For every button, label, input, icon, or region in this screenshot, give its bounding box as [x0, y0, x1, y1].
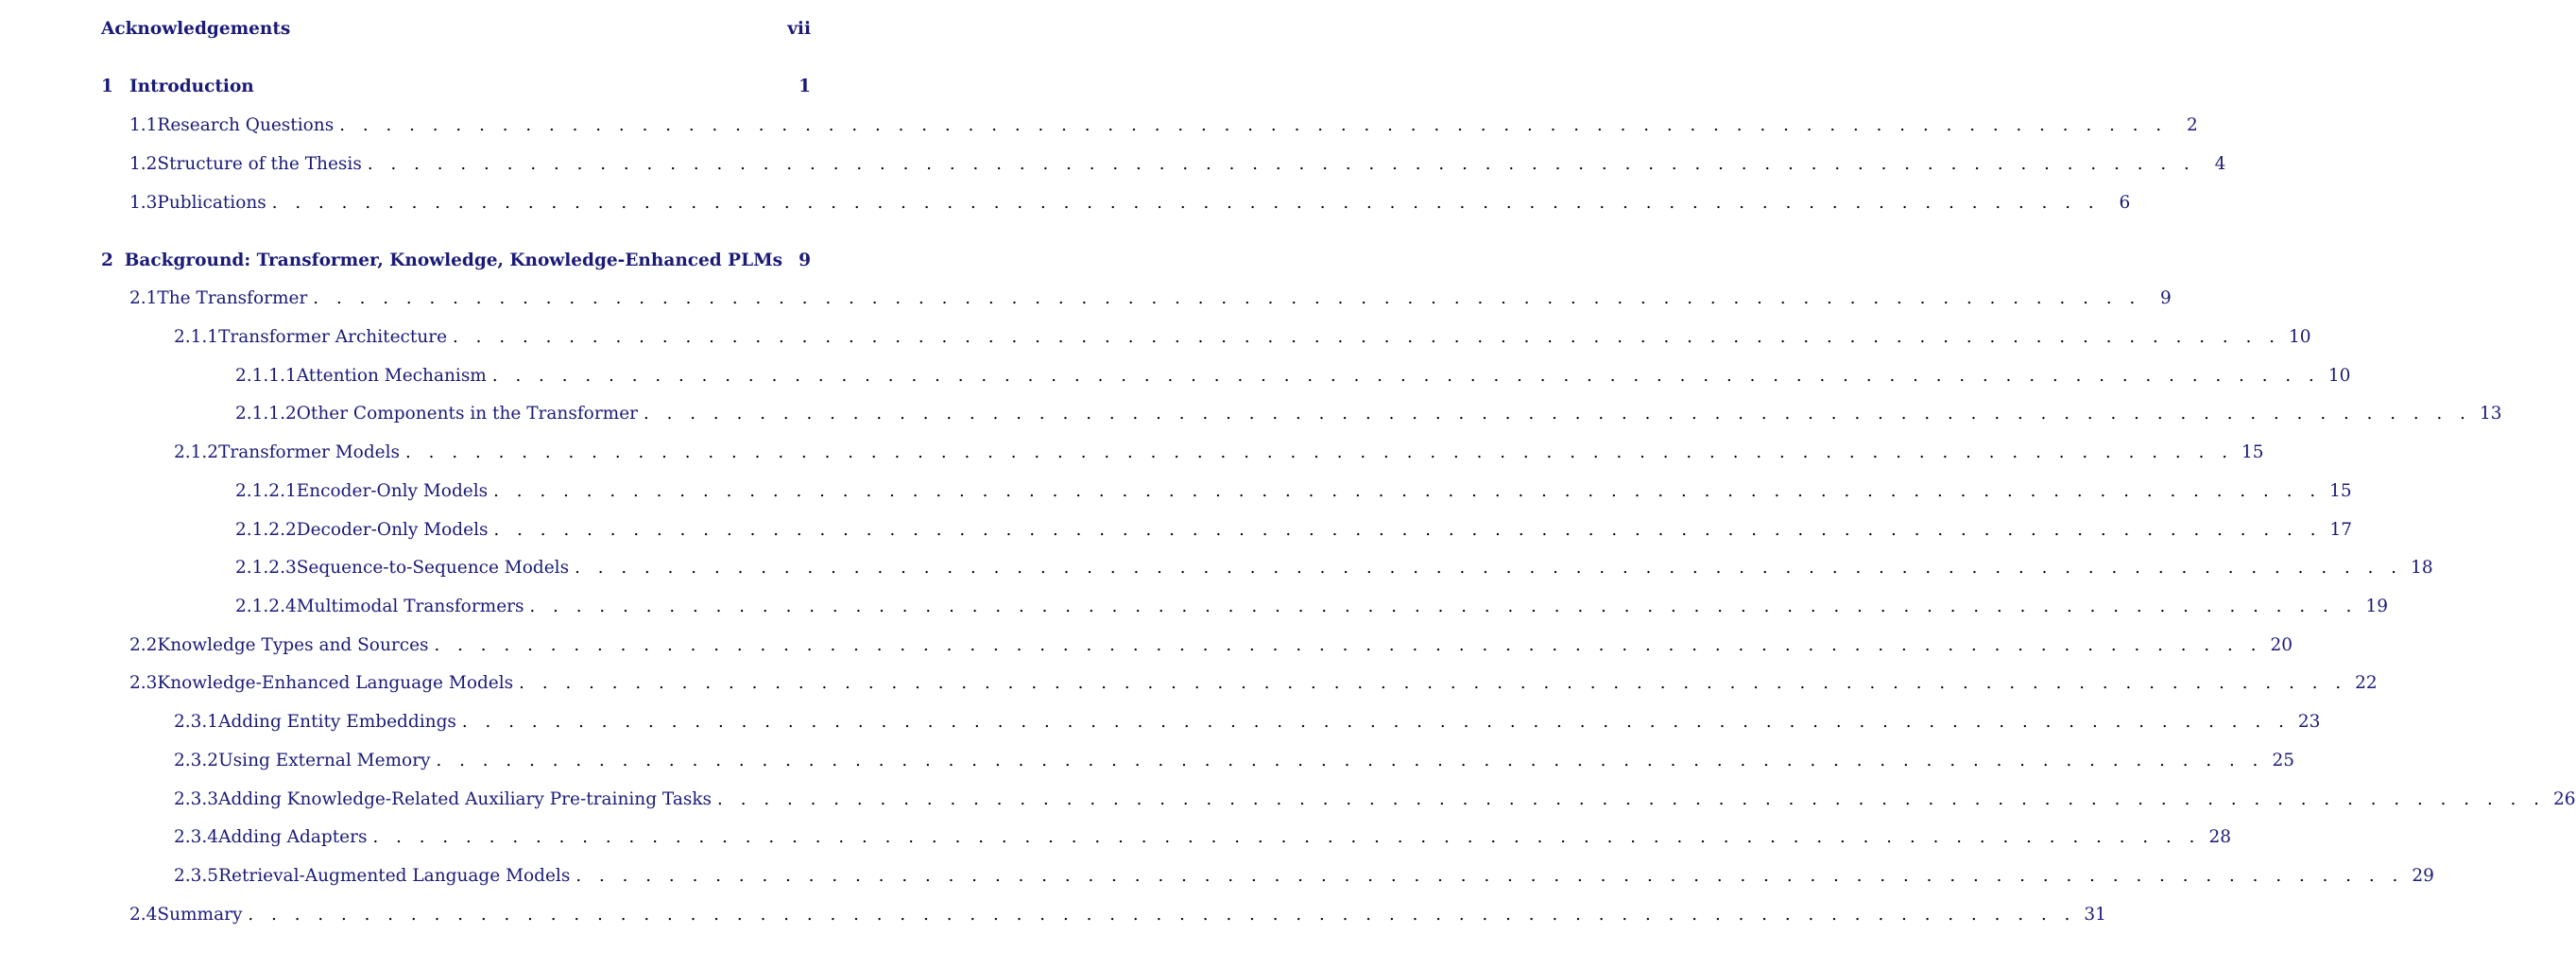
toc-entry-title: Multimodal Transformers [296, 597, 524, 616]
toc-page-number: 15 [2329, 481, 2352, 501]
toc-entry-section-1-1[interactable] [129, 115, 2198, 146]
toc-page-number: 10 [2289, 327, 2311, 347]
toc-entry-number: 2.1.1.2 [235, 404, 297, 424]
toc-entry-subsection-2-1-2[interactable] [174, 442, 2264, 473]
toc-dot-leader: . . . . . . . . . . . . . . . . . . . . . . . . . . . . . . . . . . . . . . . . . . . . . . . . . . . . . . . . . . . . . . . . . . . . . . . . . . . . . . . [575, 866, 2404, 886]
toc-entry-section-1-3[interactable] [129, 193, 2131, 223]
toc-page-number: 20 [2270, 635, 2293, 655]
toc-entry-title: Publications [157, 193, 266, 213]
toc-entry-subsection-2-3-4[interactable] [174, 827, 2231, 857]
toc-dot-leader: . . . . . . . . . . . . . . . . . . . . . . . . . . . . . . . . . . . . . . . . . . . . . . . . . . . . . . . . . . . . . . . . . . . . . . . . . . . . . . . [339, 115, 2168, 135]
toc-page-number: 13 [2479, 404, 2502, 424]
toc-page-number: vii [787, 19, 811, 39]
toc-entry-chapter-1[interactable] [101, 77, 811, 107]
toc-page-number: 18 [2411, 558, 2433, 578]
toc-entry-title: Adding Knowledge-Related Auxiliary Pre-training Tasks [218, 789, 713, 809]
toc-dot-leader: . . . . . . . . . . . . . . . . . . . . . . . . . . . . . . . . . . . . . . . . . . . . . . . . . . . . . . . . . . . . . . . . . . . . . . . . . . . . . . . [717, 789, 2546, 809]
toc-entry-number: 2.4 [129, 905, 158, 925]
toc-entry-number: 2.1.2.4 [235, 597, 297, 616]
toc-page-number: 9 [2160, 288, 2172, 308]
toc-entry-number: 2.3.2 [174, 751, 219, 770]
toc-dot-leader: . . . . . . . . . . . . . . . . . . . . . . . . . . . . . . . . . . . . . . . . . . . . . . . . . . . . . . . . . . . . . . . . . . . . . . . . . . . . . . . [453, 327, 2281, 347]
toc-entry-subsection-2-3-2[interactable] [174, 751, 2295, 781]
toc-dot-leader: . . . . . . . . . . . . . . . . . . . . . . . . . . . . . . . . . . . . . . . . . . . . . . . . . . . . . . . . . . . . . . . . . . . . . . . . . . . . . . . [491, 366, 2321, 386]
toc-entry-title: Attention Mechanism [296, 366, 487, 386]
toc-page-number: 29 [2412, 866, 2434, 886]
toc-entry-acknowledgements[interactable] [101, 19, 811, 49]
toc-dot-leader: . . . . . . . . . . . . . . . . . . . . . . . . . . . . . . . . . . . . . . . . . . . . . . . . . . . . . . . . . . . . . . . . . . . . . . . . . . . . . . . [493, 481, 2322, 501]
toc-entry-number: 2.1.1.1 [235, 366, 297, 386]
toc-entry-number: 2.1.2 [174, 442, 219, 462]
toc-dot-leader: . . . . . . . . . . . . . . . . . . . . . . . . . . . . . . . . . . . . . . . . . . . . . . . . . . . . . . . . . . . . . . . . . . . . . . . . . . . . . . . [372, 827, 2201, 847]
toc-entry-title: Research Questions [157, 115, 335, 135]
toc-dot-leader: . . . . . . . . . . . . . . . . . . . . . . . . . . . . . . . . . . . . . . . . . . . . . . . . . . . . . . . . . . . . . . . . . . . . . . . . . . . . . . . [367, 154, 2196, 174]
toc-entry-number: 2.3.1 [174, 712, 219, 732]
toc-entry-number: 2.1.1 [174, 327, 219, 347]
toc-page-number: 23 [2297, 712, 2321, 732]
toc-page-number: 31 [2084, 905, 2106, 925]
toc-entry-number: 1.2 [129, 154, 158, 174]
toc-page-number: 1 [799, 77, 811, 96]
toc-page-number: 17 [2329, 520, 2353, 540]
toc-entry-title: Acknowledgements [101, 19, 291, 39]
toc-entry-title: Knowledge-Enhanced Language Models [157, 673, 514, 693]
toc-entry-number: 1.1 [129, 115, 158, 135]
toc-entry-title: Adding Entity Embeddings [218, 712, 456, 732]
toc-entry-title: Other Components in the Transformer [296, 404, 638, 424]
toc-page-number: 28 [2208, 827, 2231, 847]
toc-page-number: 26 [2553, 789, 2576, 809]
toc-entry-subsubsection-2-1-1-1[interactable] [235, 366, 2351, 396]
toc-dot-leader: . . . . . . . . . . . . . . . . . . . . . . . . . . . . . . . . . . . . . . . . . . . . . . . . . . . . . . . . . . . . . . . . . . . . . . . . . . . . . . . [519, 673, 2347, 693]
toc-entry-title: Structure of the Thesis [157, 154, 362, 174]
toc-dot-leader: . . . . . . . . . . . . . . . . . . . . . . . . . . . . . . . . . . . . . . . . . . . . . . . . . . . . . . . . . . . . . . . . . . . . . . . . . . . . . . . [436, 751, 2265, 770]
toc-entry-chapter-2[interactable] [101, 251, 811, 281]
toc-entry-number: 2.1.2.3 [235, 558, 297, 578]
toc-entry-subsubsection-2-1-2-3[interactable] [235, 558, 2433, 588]
toc-entry-number: 2.3.4 [174, 827, 219, 847]
toc-entry-title: The Transformer [157, 288, 308, 308]
toc-entry-section-2-1[interactable] [129, 288, 2172, 319]
toc-entry-number: 2.3 [129, 673, 158, 693]
toc-entry-section-2-4[interactable] [129, 905, 2106, 935]
toc-dot-leader: . . . . . . . . . . . . . . . . . . . . . . . . . . . . . . . . . . . . . . . . . . . . . . . . . . . . . . . . . . . . . . . . . . . . . . . . . . . . . . . [575, 558, 2403, 578]
toc-entry-number: 2.3.5 [174, 866, 219, 886]
toc-entry-number: 2.1.2.2 [235, 520, 297, 540]
toc-entry-section-1-2[interactable] [129, 154, 2226, 184]
toc-dot-leader: . . . . . . . . . . . . . . . . . . . . . . . . . . . . . . . . . . . . . . . . . . . . . . . . . . . . . . . . . . . . . . . . . . . . . . . . . . . . . . . [529, 597, 2359, 616]
toc-page-number: 10 [2327, 366, 2351, 386]
toc-page-number: 15 [2241, 442, 2264, 462]
toc-entry-title: Background: Transformer, Knowledge, Knowledge-Enhanced PLMs [124, 251, 782, 270]
toc-entry-subsection-2-3-1[interactable] [174, 712, 2321, 742]
toc-entry-subsection-2-3-5[interactable] [174, 866, 2434, 896]
toc-entry-subsection-2-1-1[interactable] [174, 327, 2311, 357]
toc-page-number: 4 [2214, 154, 2226, 174]
toc-entry-title: Knowledge Types and Sources [157, 635, 429, 655]
toc-page-number: 19 [2365, 597, 2389, 616]
toc-dot-leader: . . . . . . . . . . . . . . . . . . . . . . . . . . . . . . . . . . . . . . . . . . . . . . . . . . . . . . . . . . . . . . . . . . . . . . . . . . . . . . . [434, 635, 2263, 655]
toc-entry-title: Sequence-to-Sequence Models [296, 558, 570, 578]
toc-entry-title: Decoder-Only Models [296, 520, 489, 540]
toc-page-number: 2 [2186, 115, 2198, 135]
toc-entry-number: 2.1.2.1 [235, 481, 297, 501]
toc-entry-number: 1.3 [129, 193, 158, 213]
toc-entry-subsubsection-2-1-2-4[interactable] [235, 597, 2389, 627]
toc-page-number: 22 [2355, 673, 2378, 693]
toc-dot-leader: . . . . . . . . . . . . . . . . . . . . . . . . . . . . . . . . . . . . . . . . . . . . . . . . . . . . . . . . . . . . . . . . . . . . . . . . . . . . . . . [644, 404, 2472, 424]
toc-dot-leader: . . . . . . . . . . . . . . . . . . . . . . . . . . . . . . . . . . . . . . . . . . . . . . . . . . . . . . . . . . . . . . . . . . . . . . . . . . . . . . . [461, 712, 2291, 732]
toc-entry-number: 1 [101, 77, 113, 96]
toc-entry-title: Summary [157, 905, 243, 925]
toc-page-number: 25 [2272, 751, 2295, 770]
toc-dot-leader: . . . . . . . . . . . . . . . . . . . . . . . . . . . . . . . . . . . . . . . . . . . . . . . . . . . . . . . . . . . . . . . . . . . . . . . . . . . . . . . [313, 288, 2141, 308]
toc-entry-title: Introduction [129, 77, 254, 96]
toc-entry-title: Encoder-Only Models [296, 481, 489, 501]
toc-entry-title: Transformer Models [218, 442, 401, 462]
toc-entry-title: Transformer Architecture [218, 327, 448, 347]
toc-entry-title: Adding Adapters [218, 827, 368, 847]
toc-dot-leader: . . . . . . . . . . . . . . . . . . . . . . . . . . . . . . . . . . . . . . . . . . . . . . . . . . . . . . . . . . . . . . . . . . . . . . . . . . . . . . . [405, 442, 2234, 462]
toc-dot-leader: . . . . . . . . . . . . . . . . . . . . . . . . . . . . . . . . . . . . . . . . . . . . . . . . . . . . . . . . . . . . . . . . . . . . . . . . . . . . . . . [248, 905, 2076, 925]
toc-entry-number: 2.3.3 [174, 789, 219, 809]
toc-entry-subsubsection-2-1-1-2[interactable] [235, 404, 2502, 434]
toc-dot-leader: . . . . . . . . . . . . . . . . . . . . . . . . . . . . . . . . . . . . . . . . . . . . . . . . . . . . . . . . . . . . . . . . . . . . . . . . . . . . . . . [493, 520, 2323, 540]
toc-entry-number: 2.2 [129, 635, 158, 655]
toc-entry-subsection-2-3-3[interactable] [174, 789, 2576, 820]
toc-entry-subsubsection-2-1-2-1[interactable] [235, 481, 2352, 511]
toc-entry-section-2-2[interactable] [129, 635, 2293, 666]
toc-entry-title: Retrieval-Augmented Language Models [218, 866, 571, 886]
toc-dot-leader: . . . . . . . . . . . . . . . . . . . . . . . . . . . . . . . . . . . . . . . . . . . . . . . . . . . . . . . . . . . . . . . . . . . . . . . . . . . . . . . [271, 193, 2101, 213]
toc-entry-number: 2.1 [129, 288, 158, 308]
toc-page-number: 6 [2119, 193, 2131, 213]
toc-entry-subsubsection-2-1-2-2[interactable] [235, 520, 2353, 550]
toc-page-number: 9 [799, 251, 811, 270]
toc-entry-section-2-3[interactable] [129, 673, 2378, 703]
toc-entry-number: 2 [101, 251, 113, 270]
toc-entry-title: Using External Memory [218, 751, 431, 770]
